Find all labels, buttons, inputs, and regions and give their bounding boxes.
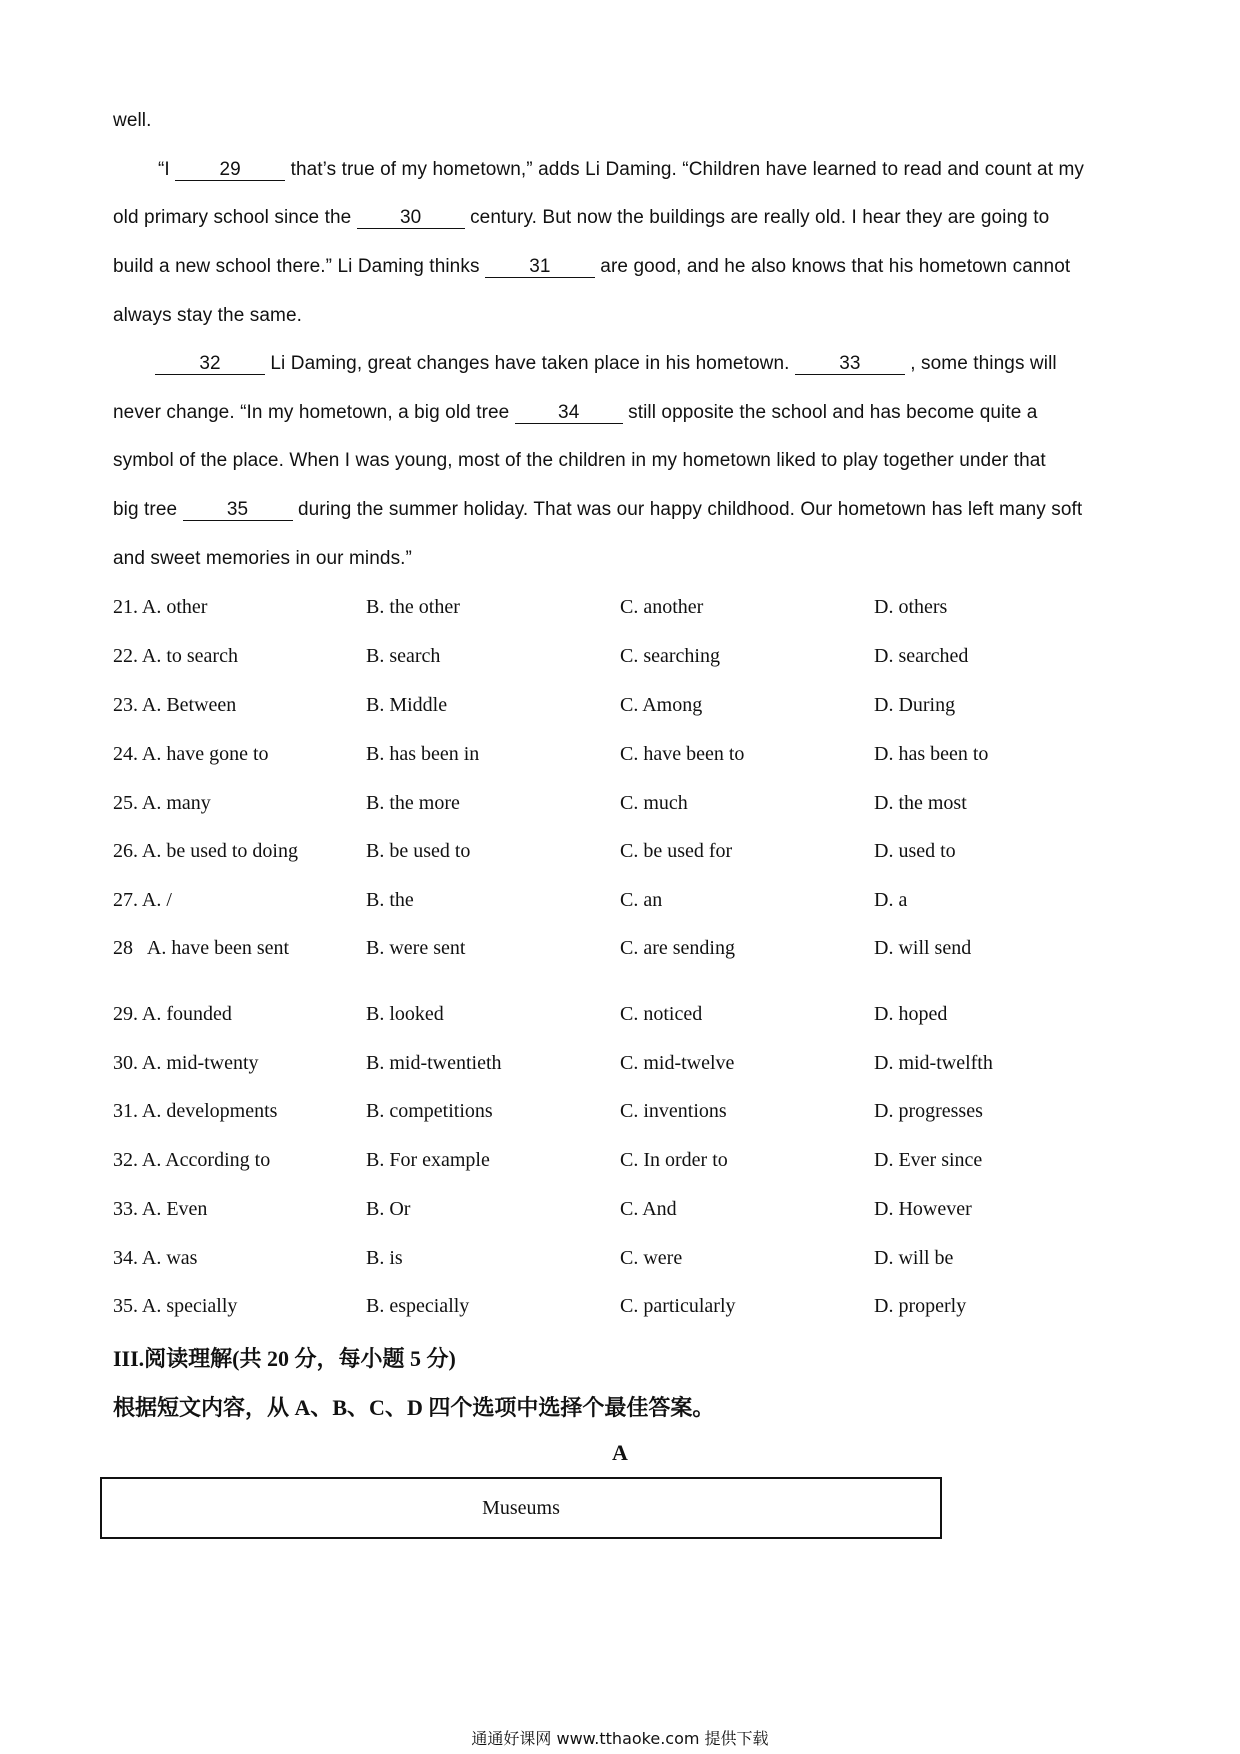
option-c: C. And [620,1198,677,1220]
option-row [113,645,1113,671]
option-c: C. another [620,596,704,618]
passage-line [113,450,1046,472]
option-b: B. be used to [366,840,471,862]
section-title: III.阅读理解(共 20 分，每小题 5 分) [113,1346,456,1371]
option-c: C. have been to [620,743,745,765]
option-b: B. has been in [366,743,480,765]
option-row [113,840,1113,866]
passage-text: always stay the same. [113,305,303,326]
museums-table [100,1477,942,1539]
option-d: D. others [874,596,948,618]
blank-34: 34 [515,403,623,424]
option-b: B. the other [366,596,460,618]
option-row [113,1247,1113,1273]
option-b: B. mid-twentieth [366,1052,502,1074]
blank-33: 33 [795,354,905,375]
passage-text: symbol of the place. When I was young, most of the children in my hometown liked to play together under that [113,450,1046,471]
option-row [113,743,1113,769]
blank-32: 32 [155,354,265,375]
option-d: D. During [874,694,956,716]
option-d: D. a [874,889,908,911]
option-a: 33. A. Even [113,1198,208,1220]
passage-line [113,256,1070,278]
passage-text: build a new school there.” Li Daming thinks [113,256,485,277]
passage-line [155,353,1057,375]
passage-text: that’s true of my hometown,” adds Li Daming. “Children have learned to read and count at my [285,159,1085,180]
option-c: C. much [620,792,688,814]
option-c: C. searching [620,645,720,667]
option-c: C. inventions [620,1100,727,1122]
option-a: 34. A. was [113,1247,198,1269]
passage-text: “I [158,159,176,180]
option-b: B. For example [366,1149,490,1171]
option-d: D. the most [874,792,967,814]
option-a: 21. A. other [113,596,208,618]
option-c: C. In order to [620,1149,728,1171]
option-a: 35. A. specially [113,1295,238,1317]
option-a: 31. A. developments [113,1100,278,1122]
option-d: D. hoped [874,1003,948,1025]
option-b: B. were sent [366,937,466,959]
passage-text: big tree [113,499,183,520]
option-row [113,596,1113,622]
option-row [113,1003,1113,1029]
option-b: B. Or [366,1198,411,1220]
option-c: C. be used for [620,840,733,862]
option-b: B. especially [366,1295,470,1317]
option-b: B. competitions [366,1100,493,1122]
passage-line [113,499,1082,521]
option-c: C. particularly [620,1295,736,1317]
option-c: C. Among [620,694,703,716]
passage-text: Li Daming, great changes have taken place in his hometown. [265,353,795,374]
option-d: D. will send [874,937,972,959]
option-a: 30. A. mid-twenty [113,1052,259,1074]
option-d: D. searched [874,645,969,667]
option-d: D. However [874,1198,972,1220]
option-row [113,694,1113,720]
passage-text: old primary school since the [113,207,357,228]
option-row [113,1149,1113,1175]
option-b: B. the more [366,792,460,814]
option-d: D. mid-twelfth [874,1052,993,1074]
option-a: 27. A. / [113,889,172,911]
option-a: 22. A. to search [113,645,238,667]
option-row [113,1100,1113,1126]
blank-35: 35 [183,500,293,521]
option-c: C. noticed [620,1003,703,1025]
option-d: D. used to [874,840,956,862]
blank-30: 30 [357,208,465,229]
option-d: D. progresses [874,1100,983,1122]
passage-line [113,402,1037,424]
passage-line [158,159,1084,181]
page-footer: 通通好课网 www.tthaoke.com 提供下载 [471,1729,769,1748]
option-b: B. looked [366,1003,444,1025]
option-d: D. properly [874,1295,967,1317]
option-b: B. Middle [366,694,448,716]
option-b: B. is [366,1247,403,1269]
passage-line [113,207,1049,229]
option-c: C. were [620,1247,683,1269]
option-a: 28 A. have been sent [113,937,290,959]
passage-text: are good, and he also knows that his hometown cannot [594,256,1071,277]
option-a: 32. A. According to [113,1149,271,1171]
option-d: D. Ever since [874,1149,983,1171]
passage-text: during the summer holiday. That was our happy childhood. Our hometown has left many soft [292,499,1083,520]
option-a: 26. A. be used to doing [113,840,298,862]
table-title: Museums [482,1497,560,1519]
option-row [113,792,1113,818]
option-row [113,1198,1113,1224]
option-c: C. mid-twelve [620,1052,735,1074]
option-b: B. the [366,889,414,911]
option-d: D. has been to [874,743,989,765]
passage-letter: A [612,1440,628,1465]
option-c: C. an [620,889,663,911]
option-a: 24. A. have gone to [113,743,269,765]
passage-text: , some things will [904,353,1057,374]
option-a: 23. A. Between [113,694,237,716]
option-a: 29. A. founded [113,1003,232,1025]
blank-29: 29 [175,160,285,181]
passage-line [113,305,302,327]
passage-line [113,110,152,132]
option-row [113,889,1113,915]
passage-text: never change. “In my hometown, a big old tree [113,402,515,423]
blank-31: 31 [485,257,595,278]
option-a: 25. A. many [113,792,211,814]
option-row [113,937,1113,963]
option-c: C. are sending [620,937,735,959]
passage-text: well. [113,110,152,131]
passage-text: and sweet memories in our minds.” [113,548,412,569]
option-row [113,1052,1113,1078]
passage-line [113,548,412,570]
option-d: D. will be [874,1247,954,1269]
option-b: B. search [366,645,441,667]
option-row [113,1295,1113,1321]
passage-text: century. But now the buildings are really old. I hear they are going to [464,207,1050,228]
section-instruction: 根据短文内容，从 A、B、C、D 四个选项中选择个最佳答案。 [113,1395,715,1420]
passage-text: still opposite the school and has become quite a [622,402,1038,423]
